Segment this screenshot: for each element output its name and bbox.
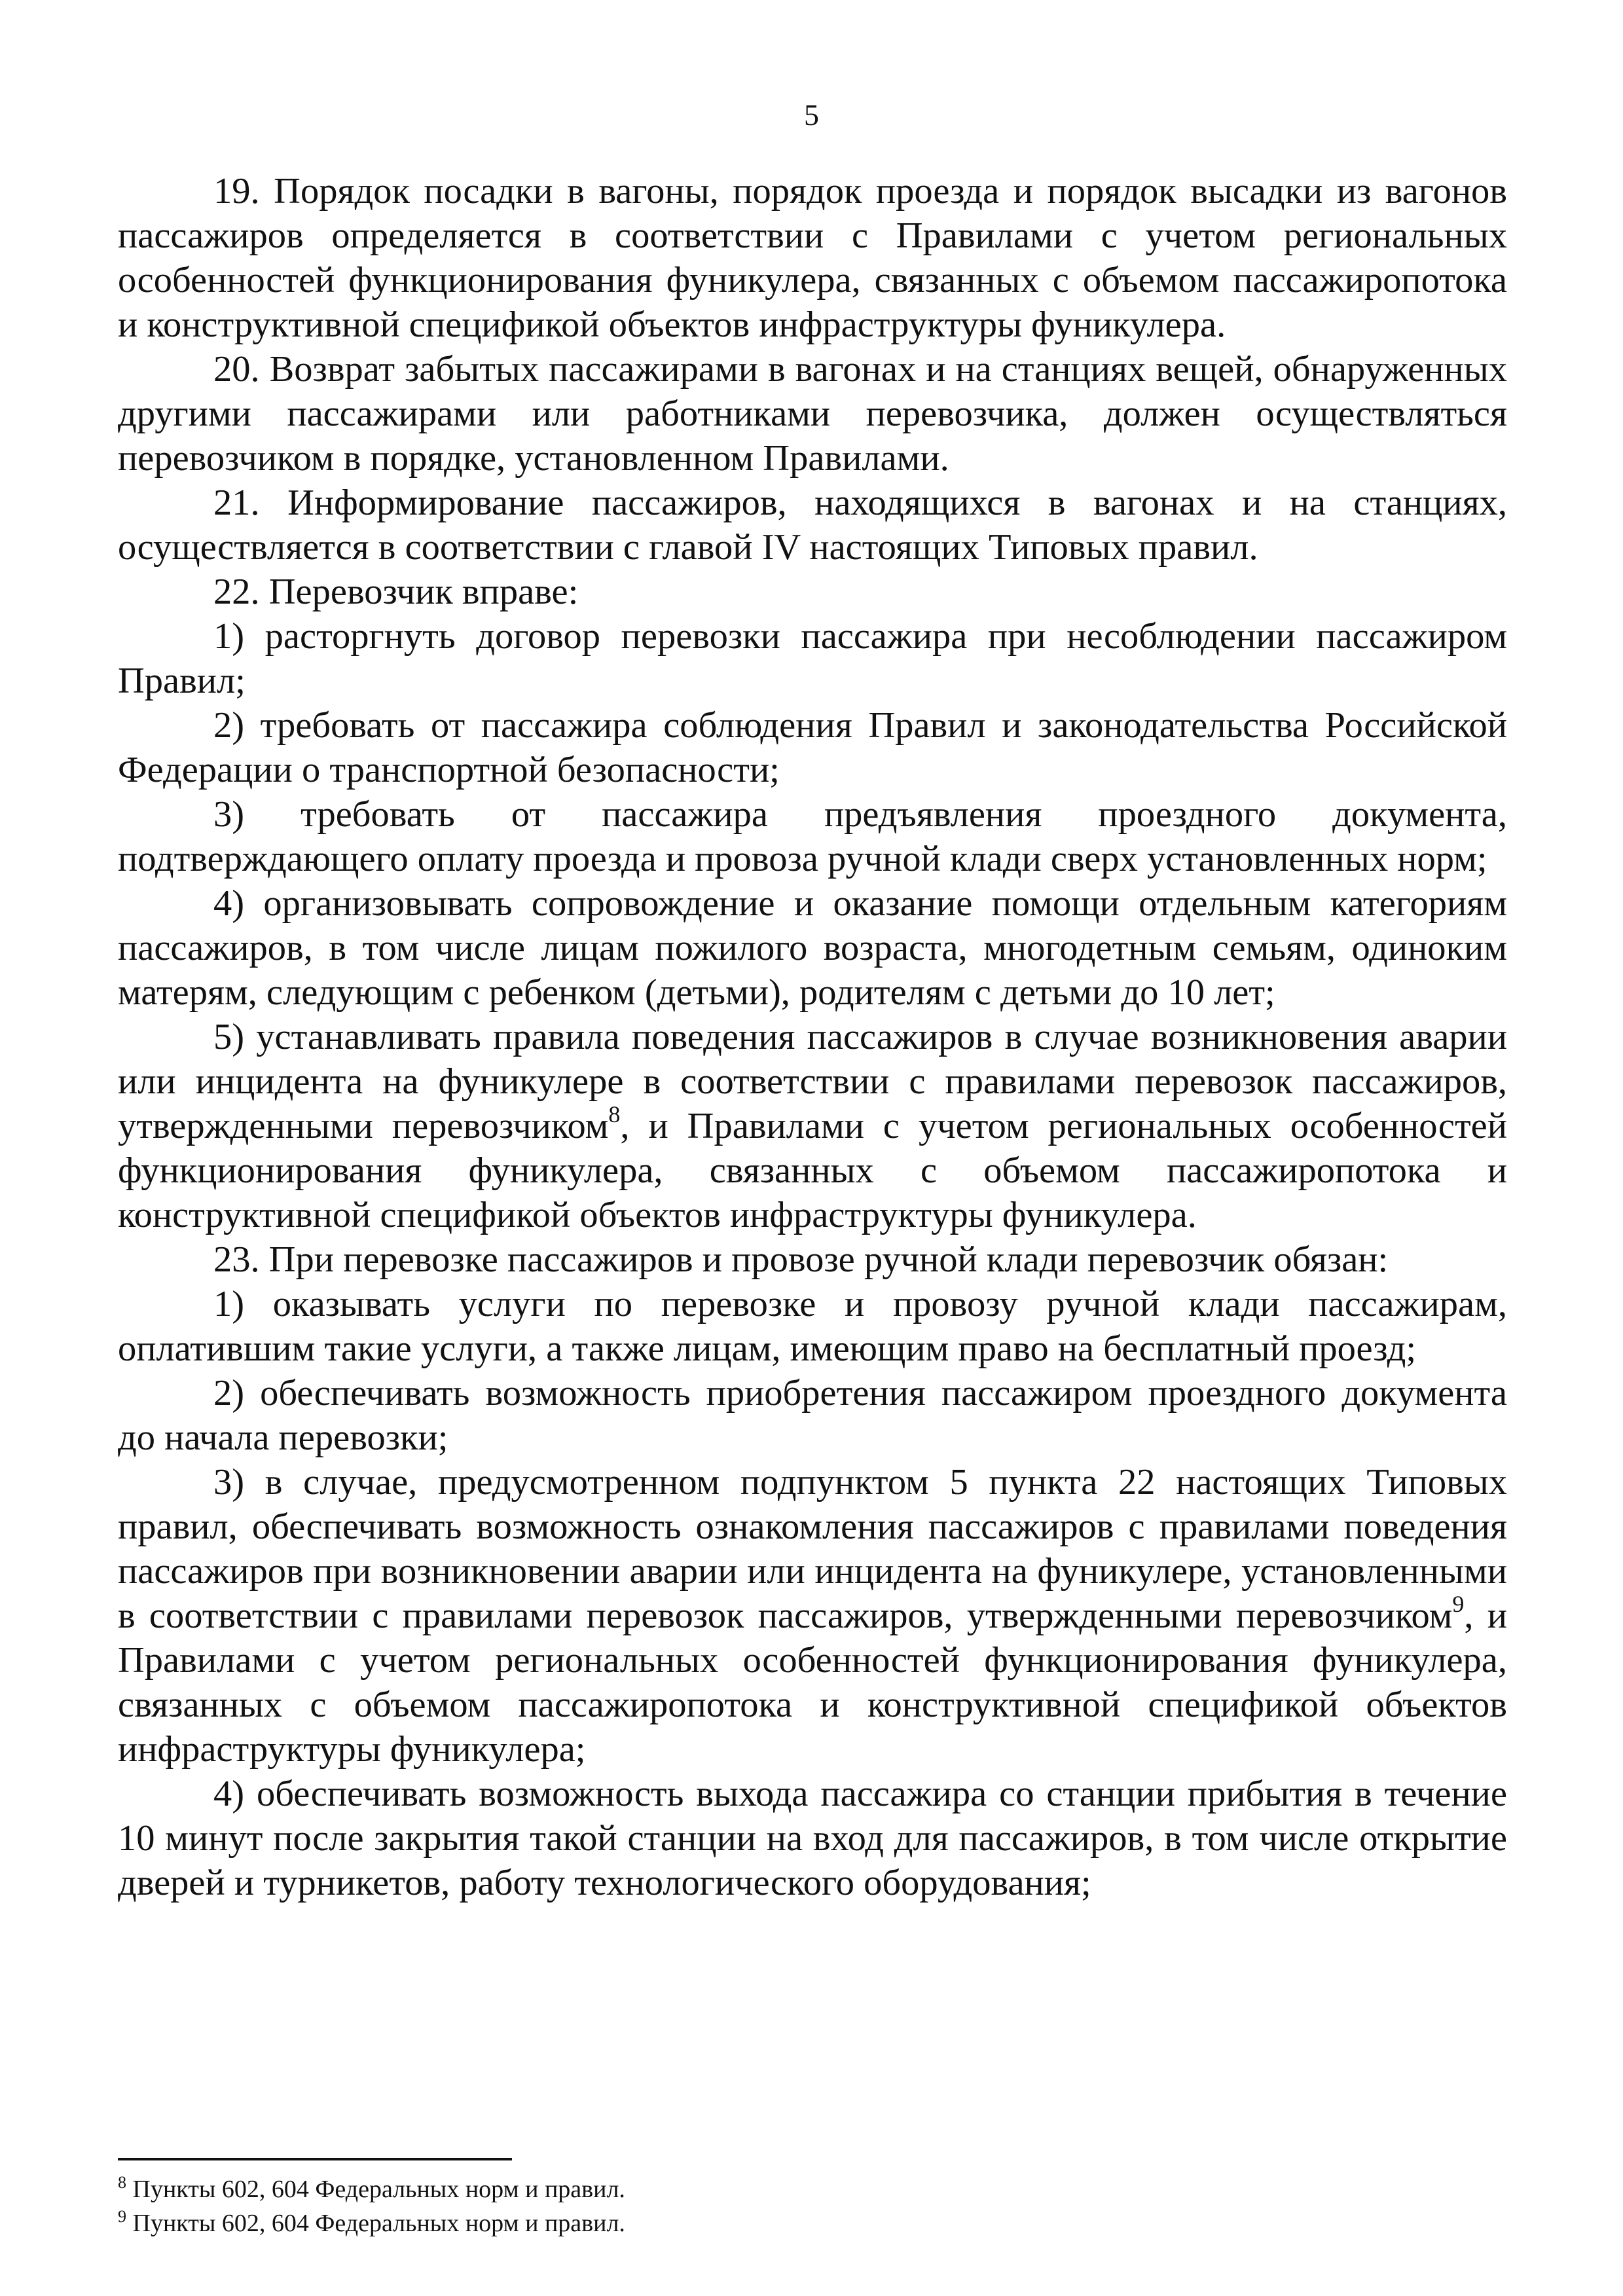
paragraph-21: 21. Информирование пассажиров, находящихся в вагонах и на станциях, осуществляется в соответствии с главой IV настоящих Типовых правил.: [118, 483, 1507, 568]
paragraph-23-item-2: 2) обеспечивать возможность приобретения пассажиром проездного документа до начала перевозки;: [118, 1373, 1507, 1458]
paragraph-22-item-5: [118, 1015, 1507, 1237]
footnote-reference-9: 9: [1452, 1591, 1465, 1617]
paragraph-22-item-5-part-b: , и Правилами с учетом региональных особенностей функционирования фуникулера, связанных с объемом пассажиропотока и конструктивной спецификой объектов инфраструктуры фуникулера.: [118, 1106, 1507, 1235]
document-body: [118, 169, 1507, 1905]
paragraph-23-item-3-part-a: 3) в случае, предусмотренном подпунктом 5 пункта 22 настоящих Типовых правил, обеспечивать возможность ознакомления пассажиров с правилами поведения пассажиров при возникновении аварии или инцидента на фуникулере, установленными в соответствии с правилами перевозок пассажиров, утвержденными перевозчиком: [118, 1462, 1507, 1636]
paragraph-23: 23. При перевозке пассажиров и провозе ручной клади перевозчик обязан:: [213, 1239, 1389, 1280]
footnote-text: Пункты 602, 604 Федеральных норм и правил.: [126, 2176, 625, 2203]
footnote-9: [118, 2206, 1507, 2240]
footnote-divider: [118, 2158, 512, 2160]
paragraph-22: 22. Перевозчик вправе:: [213, 572, 579, 612]
paragraph-22-item-3: 3) требовать от пассажира предъявления проездного документа, подтверждающего оплату проезда и провоза ручной клади сверх установленных норм;: [118, 794, 1507, 879]
paragraph-22-item-4: 4) организовывать сопровождение и оказание помощи отдельным категориям пассажиров, в том числе лицам пожилого возраста, многодетным семьям, одиноким матерям, следующим с ребенком (детьми), родителям с детьми до 10 лет;: [118, 883, 1507, 1013]
footnote-text: Пункты 602, 604 Федеральных норм и правил.: [126, 2210, 625, 2237]
paragraph-20: 20. Возврат забытых пассажирами в вагонах и на станциях вещей, обнаруженных другими пассажирами или работниками перевозчика, должен осуществляться перевозчиком в порядке, установленном Правилами.: [118, 349, 1507, 479]
paragraph-19: 19. Порядок посадки в вагоны, порядок проезда и порядок высадки из вагонов пассажиров определяется в соответствии с Правилами с учетом региональных особенностей функционирования фуникулера, связанных с объемом пассажиропотока и конструктивной спецификой объектов инфраструктуры фуникулера.: [118, 171, 1507, 345]
paragraph-23-item-1: 1) оказывать услуги по перевозке и провозу ручной клади пассажирам, оплатившим такие услуги, а также лицам, имеющим право на бесплатный проезд;: [118, 1284, 1507, 1369]
paragraph-22-item-2: 2) требовать от пассажира соблюдения Правил и законодательства Российской Федерации о транспортной безопасности;: [118, 705, 1507, 790]
paragraph-23-item-3-part-b: , и Правилами с учетом региональных особенностей функционирования фуникулера, связанных с объемом пассажиропотока и конструктивной спецификой объектов инфраструктуры фуникулера;: [118, 1595, 1507, 1770]
paragraph-23-item-3: [118, 1460, 1507, 1772]
footnote-reference-8: 8: [608, 1101, 621, 1127]
page-number: 5: [804, 98, 819, 132]
footnote-mark: 8: [118, 2173, 126, 2192]
footnote-8: [118, 2172, 1507, 2206]
paragraph-23-item-4: 4) обеспечивать возможность выхода пассажира со станции прибытия в течение 10 минут после закрытия такой станции на вход для пассажиров, в том числе открытие дверей и турникетов, работу технологического оборудования;: [118, 1774, 1507, 1903]
paragraph-22-item-5-part-a: 5) устанавливать правила поведения пассажиров в случае возникновения аварии или инцидента на фуникулере в соответствии с правилами перевозок пассажиров, утвержденными перевозчиком: [118, 1017, 1507, 1146]
footnote-mark: 9: [118, 2207, 126, 2226]
paragraph-22-item-1: 1) расторгнуть договор перевозки пассажира при несоблюдении пассажиром Правил;: [118, 616, 1507, 701]
footnotes: [118, 2172, 1507, 2240]
